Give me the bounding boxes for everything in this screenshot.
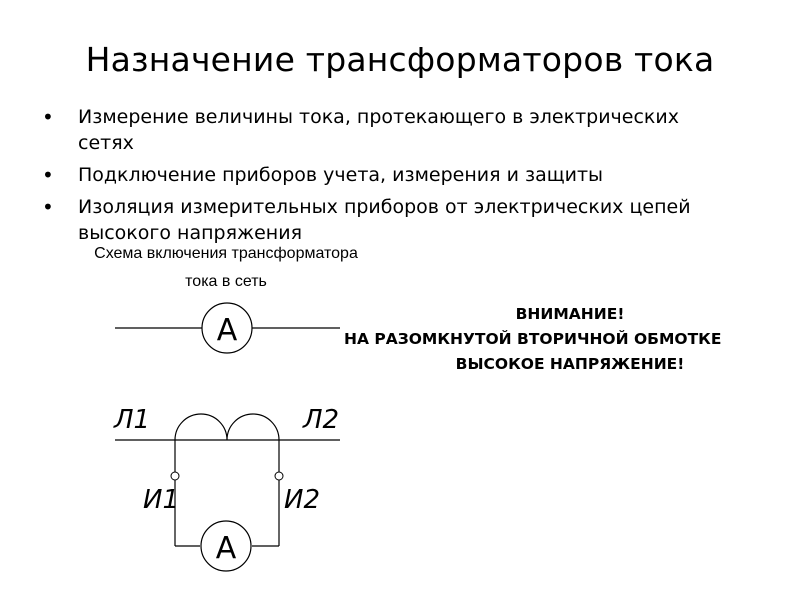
ammeter-label-top: А: [216, 313, 238, 348]
bullet-text: Подключение приборов учета, измерения и защиты: [78, 164, 604, 186]
ammeter-label-bottom: А: [215, 531, 237, 566]
slide-title: Назначение трансформаторов тока: [85, 40, 715, 79]
warning-line2: НА РАЗОМКНУТОЙ ВТОРИЧНОЙ ОБМОТКЕ: [344, 330, 722, 348]
ammeter-inline-circuit: [115, 303, 340, 353]
current-transformer-circuit: [113, 405, 340, 571]
terminal-label-I1: И1: [143, 485, 179, 515]
terminal-I2: [275, 472, 283, 480]
warning-line3: ВЫСОКОЕ НАПРЯЖЕНИЕ!: [455, 355, 685, 373]
bullet-dot: •: [42, 105, 54, 129]
bullet-text: Изоляция измерительных приборов от электрических цепей высокого напряжения: [78, 196, 691, 244]
terminal-label-I2: И2: [284, 485, 320, 515]
diagram-caption-line1: Схема включения трансформатора: [94, 245, 358, 262]
bullet-text: Измерение величины тока, протекающего в электрических сетях: [78, 106, 679, 154]
terminal-label-L1: Л1: [114, 405, 151, 435]
warning-block: [340, 302, 800, 377]
bullet-dot: •: [42, 163, 54, 187]
warning-title: ВНИМАНИЕ!: [515, 305, 625, 323]
terminal-label-L2: Л2: [303, 405, 340, 435]
diagram-caption-line2: тока в сеть: [185, 273, 267, 290]
transformer-winding: [175, 414, 279, 440]
bullet-dot: •: [42, 195, 54, 219]
terminal-I1: [171, 472, 179, 480]
